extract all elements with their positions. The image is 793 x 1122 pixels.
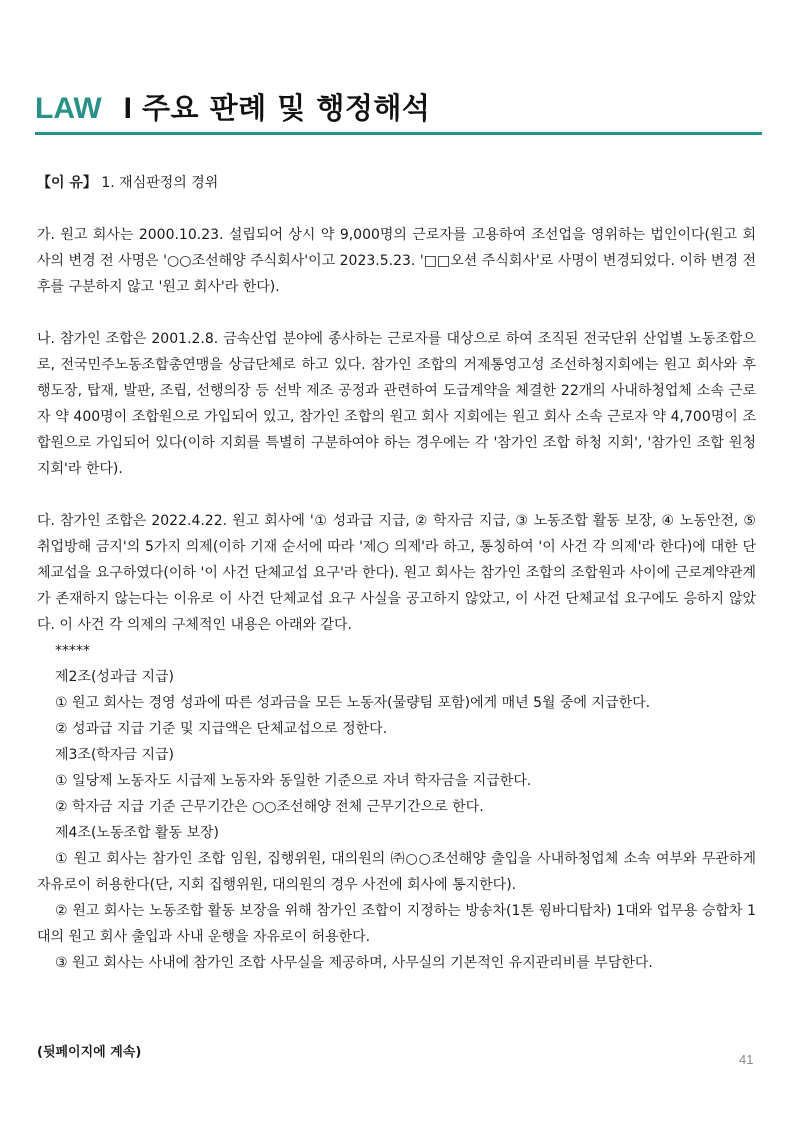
document-body bbox=[37, 170, 756, 976]
paragraph-da: 다. 참가인 조합은 2022.4.22. 원고 회사에 '① 성과급 지급, ② 학자금 지급, ③ 노동조합 활동 보장, ④ 노동안전, ⑤ 취업방해 금지'의 5가지 의제(이하 기재 순서에 따라 '제○ 의제'라 하고, 통칭하여 '이 사건 각 의제'라 한다)에 대한 단체교섭을 요구하였다(이하 '이 사건 단체교섭 요구'라 한다). 원고 회사는 참가인 조합의 조합원과 사이에 근로계약관계가 존재하지 않는다는 이유로 이 사건 단체교섭 요구 사실을 공고하지 않았고, 이 사건 단체교섭 요구에도 응하지 않았다. 이 사건 각 의제의 구체적인 내용은 아래와 같다. bbox=[37, 513, 756, 633]
paragraph-ga: 가. 원고 회사는 2000.10.23. 설립되어 상시 약 9,000명의 근로자를 고용하여 조선업을 영위하는 법인이다(원고 회사의 변경 전 사명은 '○○조선해양 주식회사'이고 2023.5.23. '□□오션 주식회사'로 사명이 변경되었다. 이하 변경 전후를 구분하지 않고 '원고 회사'라 한다). bbox=[37, 227, 756, 295]
article-4-item-1: ① 원고 회사는 참가인 조합 임원, 집행위원, 대의원의 ㈜○○조선해양 출입을 사내하청업체 소속 여부와 무관하게 자유로이 허용한다(단, 지회 집행위원, 대의원의 경우 사전에 회사에 통지한다). bbox=[37, 851, 756, 893]
paragraph-na: 나. 참가인 조합은 2001.2.8. 금속산업 분야에 종사하는 근로자를 대상으로 하여 조직된 전국단위 산업별 노동조합으로, 전국민주노동조합총연맹을 상급단체로 하고 있다. 참가인 조합의 거제통영고성 조선하청지회에는 원고 회사와 후행도장, 탑재, 발판, 조립, 선행의장 등 선박 제조 공정과 관련하여 도급계약을 체결한 22개의 사내하청업체 소속 근로자 약 400명이 조합원으로 가입되어 있고, 참가인 조합의 원고 회사 지회에는 원고 회사 소속 근로자 약 4,700명이 조합원으로 가입되어 있다(이하 지회를 특별히 구분하여야 하는 경우에는 각 '참가인 조합 하청 지회', '참가인 조합 원청 지회'라 한다). bbox=[37, 331, 756, 477]
section-brand: LAW bbox=[35, 92, 102, 125]
article-4-item-2: ② 원고 회사는 노동조합 활동 보장을 위해 참가인 조합이 지정하는 방송차(1톤 윙바디탑차) 1대와 업무용 승합차 1대의 원고 회사 출입과 사내 운행을 자유로이 허용한다. bbox=[37, 903, 756, 945]
reason-heading-text: 1. 재심판정의 경위 bbox=[101, 175, 219, 191]
title-separator: I bbox=[123, 92, 132, 125]
article-2-item-1: ① 원고 회사는 경영 성과에 따른 성과금을 모든 노동자(물량팀 포함)에게 매년 5월 중에 지급한다. bbox=[55, 695, 651, 711]
page-header bbox=[35, 86, 761, 130]
article-3-title: 제3조(학자금 지급) bbox=[55, 747, 174, 763]
article-3-item-2: ② 학자금 지급 기준 근무기간은 ○○조선해양 전체 근무기간으로 한다. bbox=[55, 799, 484, 815]
article-2-title: 제2조(성과급 지급) bbox=[55, 669, 174, 685]
separator-stars: ***** bbox=[55, 643, 90, 659]
header-rule bbox=[35, 132, 762, 135]
page-title: 주요 판례 및 행정해석 bbox=[142, 91, 431, 125]
article-4-item-3: ③ 원고 회사는 사내에 참가인 조합 사무실을 제공하며, 사무실의 기본적인 유지관리비를 부담한다. bbox=[55, 955, 653, 971]
page-number: 41 bbox=[739, 1052, 754, 1067]
article-2-item-2: ② 성과급 지급 기준 및 지급액은 단체교섭으로 정한다. bbox=[55, 721, 388, 737]
article-4-title: 제4조(노동조합 활동 보장) bbox=[55, 825, 219, 841]
reason-label: 【이 유】 bbox=[37, 175, 97, 191]
article-3-item-1: ① 일당제 노동자도 시급제 노동자와 동일한 기준으로 자녀 학자금을 지급한다. bbox=[55, 773, 532, 789]
header-title-row bbox=[35, 86, 761, 130]
reason-heading bbox=[37, 170, 756, 196]
continued-note: (뒷페이지에 계속) bbox=[37, 1045, 142, 1060]
